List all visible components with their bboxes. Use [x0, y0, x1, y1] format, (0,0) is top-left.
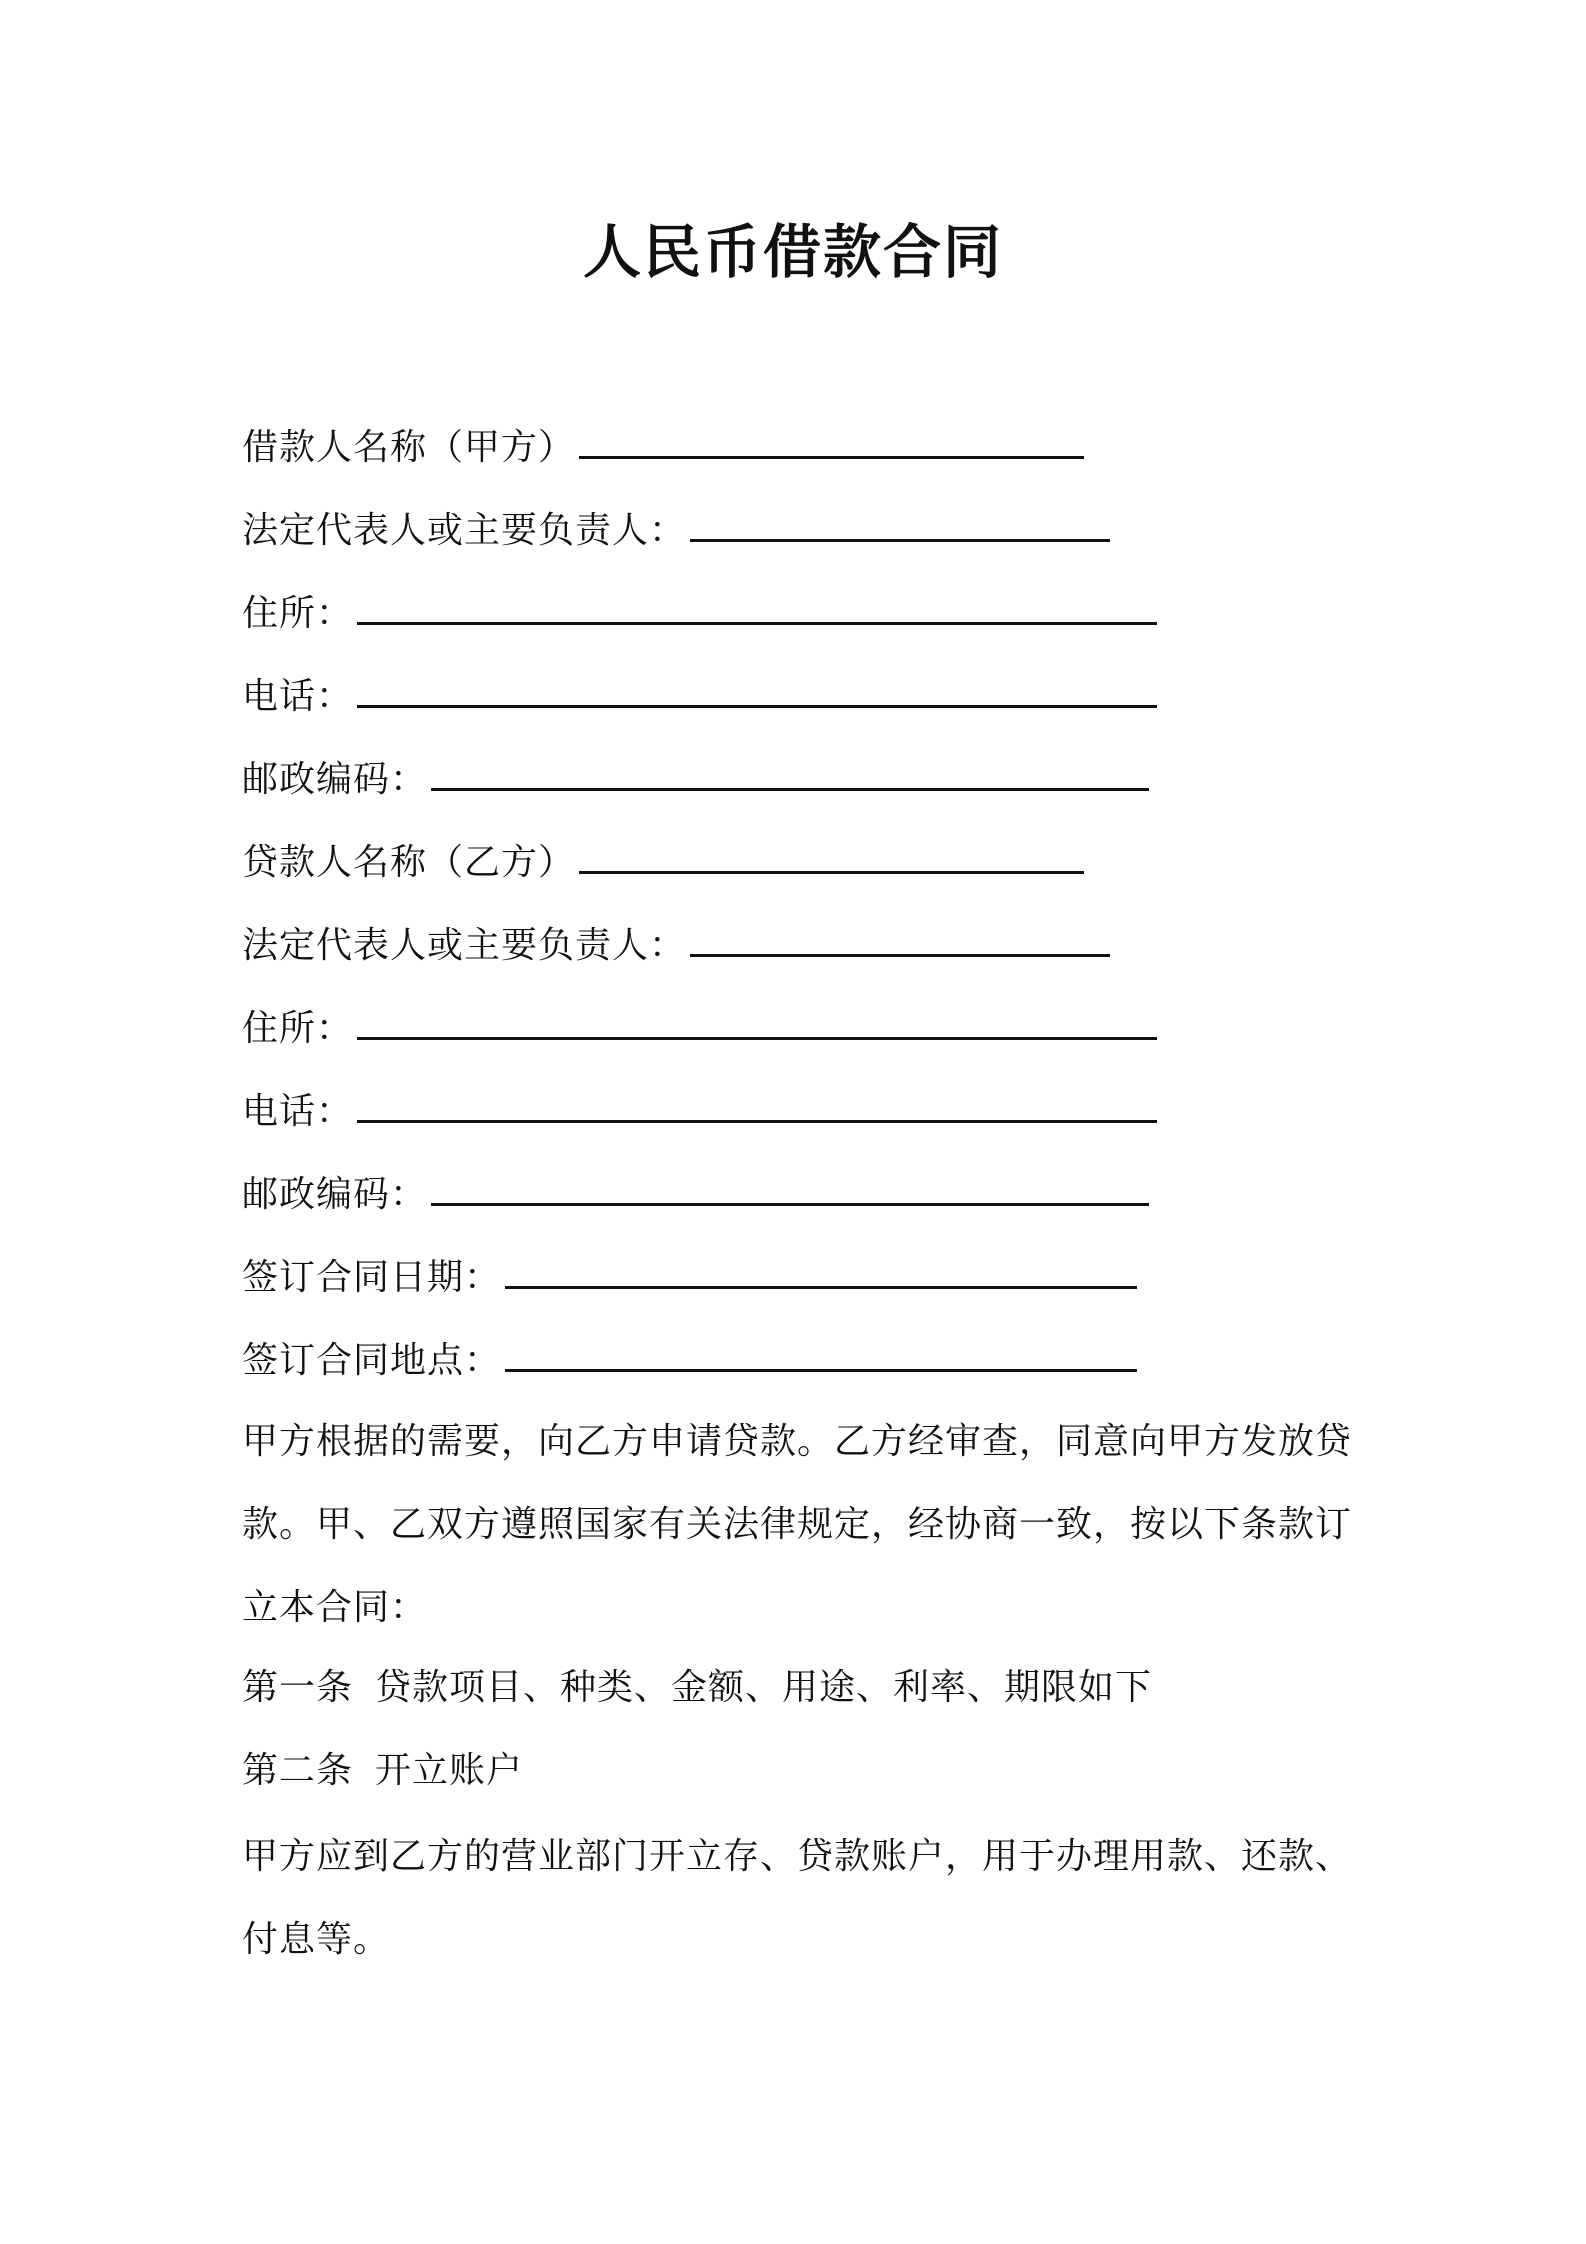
- field-label: 法定代表人或主要负责人：: [242, 925, 687, 966]
- fill-blank[interactable]: [357, 1082, 1157, 1123]
- fill-blank[interactable]: [690, 916, 1110, 957]
- field-lender-address: [242, 999, 1157, 1054]
- field-label: 法定代表人或主要负责人：: [242, 510, 687, 551]
- field-label: 邮政编码：: [242, 759, 428, 800]
- article-2-body: 甲方应到乙方的营业部门开立存、贷款账户，用于办理用款、还款、付息等。: [242, 1836, 1353, 1960]
- field-lender-phone: [242, 1082, 1157, 1137]
- article-heading: 贷款项目、种类、金额、用途、利率、期限如下: [375, 1667, 1153, 1708]
- field-label: 签订合同日期：: [242, 1257, 502, 1298]
- fill-blank[interactable]: [505, 1248, 1137, 1289]
- fill-blank[interactable]: [431, 1165, 1149, 1206]
- document-title: 人民币借款合同: [582, 218, 1003, 286]
- article-number: 第一条: [242, 1667, 354, 1708]
- field-lender-legal-rep: [242, 916, 1110, 971]
- intro-paragraph: 甲方根据的需要，向乙方申请贷款。乙方经审查，同意向甲方发放贷款。甲、乙双方遵照国家有关法律规定，经协商一致，按以下条款订立本合同：: [242, 1421, 1353, 1628]
- field-label: 贷款人名称（乙方）: [242, 842, 576, 883]
- field-lender-postcode: [242, 1165, 1149, 1220]
- article-2: [242, 1746, 523, 1796]
- field-sign-place: [242, 1331, 1137, 1386]
- article-heading: 开立账户: [375, 1750, 524, 1791]
- field-label: 电话：: [242, 676, 354, 717]
- fill-blank[interactable]: [579, 833, 1084, 874]
- field-label: 住所：: [242, 593, 354, 634]
- fill-blank[interactable]: [579, 418, 1084, 459]
- field-sign-date: [242, 1248, 1137, 1303]
- fill-blank[interactable]: [505, 1331, 1137, 1372]
- article-number: 第二条: [242, 1750, 354, 1791]
- field-label: 电话：: [242, 1091, 354, 1132]
- field-borrower-phone: [242, 667, 1157, 722]
- fill-blank[interactable]: [690, 501, 1110, 542]
- field-borrower-legal-rep: [242, 501, 1110, 556]
- field-label: 签订合同地点：: [242, 1340, 502, 1381]
- field-label: 邮政编码：: [242, 1174, 428, 1215]
- field-lender-name: [242, 833, 1084, 888]
- field-borrower-name: [242, 418, 1084, 473]
- fill-blank[interactable]: [431, 750, 1149, 791]
- article-1: [242, 1663, 1152, 1713]
- field-borrower-postcode: [242, 750, 1149, 805]
- field-borrower-address: [242, 584, 1157, 639]
- fill-blank[interactable]: [357, 999, 1157, 1040]
- fill-blank[interactable]: [357, 667, 1157, 708]
- field-label: 借款人名称（甲方）: [242, 427, 576, 468]
- fill-blank[interactable]: [357, 584, 1157, 625]
- field-label: 住所：: [242, 1008, 354, 1049]
